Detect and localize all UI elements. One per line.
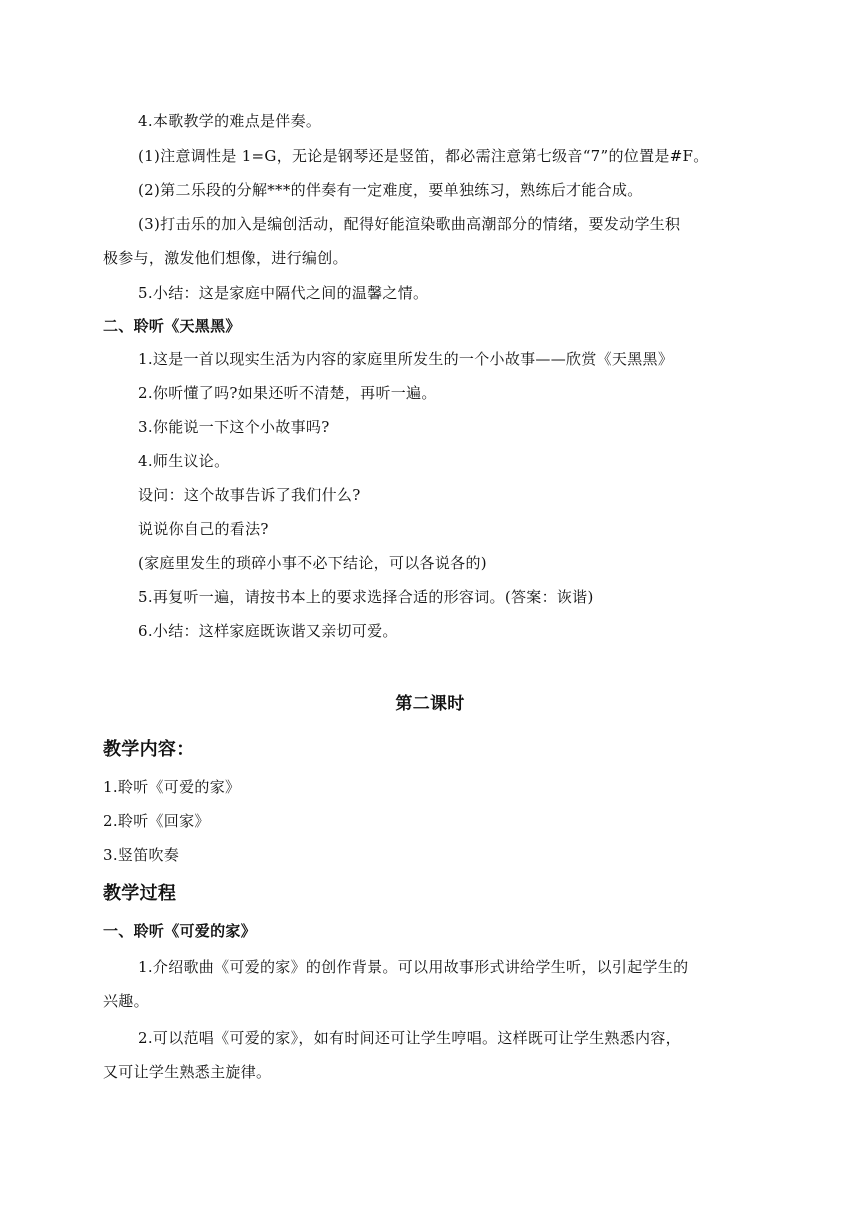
paragraph-background-line1: 1.介绍歌曲《可爱的家》的创作背景。可以用故事形式讲给学生听，以引起学生的 <box>138 958 689 976</box>
sub-heading-lovely-home: 一、聆听《可爱的家》 <box>103 922 257 940</box>
section-heading-tianheihei: 二、聆听《天黑黑》 <box>103 317 241 335</box>
content-item-1: 1.聆听《可爱的家》 <box>103 778 241 796</box>
content-item-2: 2.聆听《回家》 <box>103 812 210 830</box>
content-heading: 教学内容： <box>103 739 195 760</box>
paragraph-difficulty: 4.本歌教学的难点是伴奏。 <box>138 112 322 130</box>
paragraph-accompaniment: (2)第二乐段的分解***的伴奏有一定难度，要单独练习，熟练后才能合成。 <box>138 181 643 199</box>
paragraph-summary-2: 6.小结：这样家庭既诙谐又亲切可爱。 <box>138 622 398 640</box>
paragraph-discussion: 4.师生议论。 <box>138 452 230 470</box>
process-heading: 教学过程 <box>103 883 177 904</box>
paragraph-summary-1: 5.小结：这是家庭中隔代之间的温馨之情。 <box>138 284 429 302</box>
paragraph-percussion-line2: 极参与，激发他们想像，进行编创。 <box>103 249 348 267</box>
content-item-3: 3.竖笛吹奏 <box>103 846 180 864</box>
paragraph-sing-line2: 又可让学生熟悉主旋律。 <box>103 1063 272 1081</box>
paragraph-adjective: 5.再复听一遍，请按书本上的要求选择合适的形容词。(答案：诙谐) <box>138 588 594 606</box>
paragraph-percussion-line1: (3)打击乐的加入是编创活动，配得好能渲染歌曲高潮部分的情绪，要发动学生积 <box>138 215 681 233</box>
paragraph-story-intro: 1.这是一首以现实生活为内容的家庭里所发生的一个小故事——欣赏《天黑黑》 <box>138 350 674 368</box>
paragraph-key-note: (1)注意调性是 1=G，无论是钢琴还是竖笛，都必需注意第七级音“7”的位置是#F。 <box>138 147 709 165</box>
paragraph-question-1: 设问：这个故事告诉了我们什么? <box>138 486 361 504</box>
paragraph-tell-story: 3.你能说一下这个小故事吗? <box>138 418 330 436</box>
lesson-title: 第二课时 <box>395 694 465 714</box>
paragraph-listen-again: 2.你听懂了吗?如果还听不清楚，再听一遍。 <box>138 384 437 402</box>
paragraph-sing-line1: 2.可以范唱《可爱的家》，如有时间还可让学生哼唱。这样既可让学生熟悉内容， <box>138 1029 681 1047</box>
paragraph-question-2: 说说你自己的看法? <box>138 520 269 538</box>
paragraph-background-line2: 兴趣。 <box>103 992 149 1010</box>
paragraph-note: (家庭里发生的琐碎小事不必下结论，可以各说各的) <box>138 554 487 572</box>
